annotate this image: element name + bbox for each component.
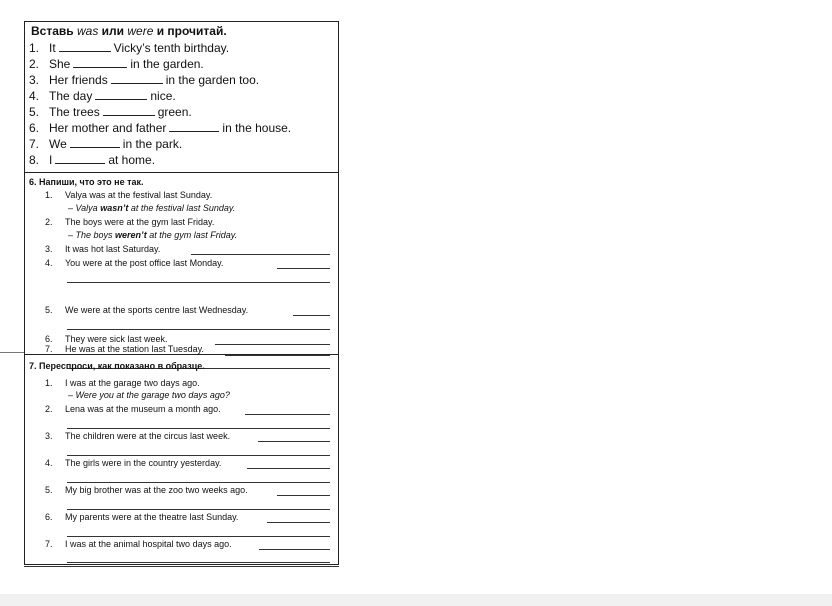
row-number: 8.	[29, 153, 40, 167]
exercise-6-title: 6. Напиши, что это не так.	[29, 177, 144, 187]
answer-line[interactable]	[67, 455, 330, 456]
answer-line[interactable]	[277, 495, 330, 496]
insert-row	[29, 56, 204, 72]
item-number: 6.	[45, 334, 53, 344]
item-number: 2.	[45, 217, 53, 227]
row-number: 1.	[29, 41, 40, 55]
row-after: in the garden too.	[165, 73, 260, 87]
item-number: 2.	[45, 404, 53, 414]
exercise-7-item	[45, 457, 221, 469]
page-edge-line	[0, 352, 25, 353]
row-number: 7.	[29, 137, 40, 151]
item-text: We were at the sports centre last Wednesday.	[65, 305, 249, 315]
answer-line[interactable]	[67, 329, 330, 330]
row-number: 6.	[29, 121, 40, 135]
insert-row	[29, 40, 229, 56]
answer-line[interactable]	[247, 468, 330, 469]
exercise-7	[25, 354, 338, 564]
item-number: 3.	[45, 431, 53, 441]
row-before: The day	[49, 89, 93, 103]
answer-line[interactable]	[245, 414, 330, 415]
row-number: 5.	[29, 105, 40, 119]
answer-line[interactable]	[67, 536, 330, 537]
item-number: 7.	[45, 344, 53, 354]
page-bottom-rule	[24, 566, 339, 567]
exercise-7-item	[45, 484, 248, 496]
item-number: 7.	[45, 539, 53, 549]
item-text: They were sick last week.	[65, 334, 168, 344]
answer-blank[interactable]	[103, 104, 155, 116]
answer-line[interactable]	[67, 509, 330, 510]
answer-line[interactable]	[293, 315, 330, 316]
item-text: I was at the animal hospital two days ago.	[65, 539, 232, 549]
item-number: 1.	[45, 190, 53, 200]
answer-line[interactable]	[267, 522, 330, 523]
answer-blank[interactable]	[59, 40, 111, 52]
insert-row	[29, 152, 155, 168]
item-text: The girls were in the country yesterday.	[65, 458, 222, 468]
row-before: Her mother and father	[49, 121, 167, 135]
row-before: Her friends	[49, 73, 108, 87]
example-part: at the gym last Friday.	[146, 230, 238, 240]
item-text: You were at the post office last Monday.	[65, 258, 224, 268]
answer-blank[interactable]	[55, 152, 105, 164]
item-text: Lena was at the museum a month ago.	[65, 404, 221, 414]
exercise-7-example: – Were you at the garage two days ago?	[68, 390, 230, 400]
item-number: 4.	[45, 458, 53, 468]
exercise-insert	[25, 22, 338, 171]
example-emphasis: weren’t	[115, 230, 147, 240]
answer-line[interactable]	[259, 549, 330, 550]
item-text: Valya was at the festival last Sunday.	[65, 190, 213, 200]
insert-row	[29, 120, 291, 136]
exercise-6	[25, 172, 338, 354]
exercise-7-item	[45, 377, 200, 389]
exercise-7-item	[45, 430, 230, 442]
item-text: My big brother was at the zoo two weeks ago.	[65, 485, 248, 495]
row-number: 2.	[29, 57, 40, 71]
item-number: 1.	[45, 378, 53, 388]
answer-line[interactable]	[67, 562, 330, 563]
insert-row	[29, 72, 259, 88]
row-after: in the garden.	[130, 57, 204, 71]
insert-row	[29, 136, 182, 152]
title-part: Вставь	[31, 24, 77, 38]
item-number: 5.	[45, 485, 53, 495]
item-number: 4.	[45, 258, 53, 268]
row-after: in the house.	[222, 121, 292, 135]
exercise-6-item	[45, 243, 160, 255]
exercise-6-item	[45, 257, 223, 269]
item-text: He was at the station last Tuesday.	[65, 344, 204, 354]
item-text: The children were at the circus last week.	[65, 431, 231, 441]
worksheet	[24, 21, 339, 565]
answer-blank[interactable]	[73, 56, 127, 68]
row-after: green.	[157, 105, 192, 119]
example-part: – Valya	[68, 203, 101, 213]
answer-line[interactable]	[258, 441, 330, 442]
row-number: 3.	[29, 73, 40, 87]
exercise-6-item	[45, 189, 212, 201]
exercise-7-item	[45, 538, 232, 550]
insert-row	[29, 88, 176, 104]
row-after: nice.	[150, 89, 176, 103]
row-before: She	[49, 57, 71, 71]
exercise-6-item	[45, 304, 248, 316]
exercise-insert-title	[31, 24, 227, 38]
row-after: Vicky’s tenth birthday.	[113, 41, 230, 55]
exercise-7-item	[45, 511, 238, 523]
exercise-6-example-2	[68, 230, 237, 240]
answer-blank[interactable]	[111, 72, 163, 84]
item-text: I was at the garage two days ago.	[65, 378, 200, 388]
answer-line[interactable]	[215, 344, 330, 345]
answer-line[interactable]	[67, 282, 330, 283]
answer-blank[interactable]	[95, 88, 147, 100]
answer-line[interactable]	[67, 482, 330, 483]
row-after: in the park.	[122, 137, 183, 151]
answer-line[interactable]	[67, 428, 330, 429]
row-before: I	[49, 153, 53, 167]
row-before: We	[49, 137, 67, 151]
example-part: at the festival last Sunday.	[128, 203, 236, 213]
exercise-7-title: 7. Переспроси, как показано в образце.	[29, 361, 205, 371]
answer-line[interactable]	[191, 254, 330, 255]
row-before: The trees	[49, 105, 100, 119]
item-number: 6.	[45, 512, 53, 522]
row-before: It	[49, 41, 56, 55]
item-text: My parents were at the theatre last Sunday.	[65, 512, 239, 522]
item-text: It was hot last Saturday.	[65, 244, 161, 254]
item-number: 3.	[45, 244, 53, 254]
insert-row	[29, 104, 192, 120]
title-were: were	[127, 24, 154, 38]
exercise-6-example-1	[68, 203, 235, 213]
exercise-7-item	[45, 403, 221, 415]
exercise-6-item	[45, 216, 214, 228]
item-number: 5.	[45, 305, 53, 315]
answer-blank[interactable]	[169, 120, 219, 132]
row-after: at home.	[108, 153, 156, 167]
title-was: was	[76, 24, 99, 38]
answer-blank[interactable]	[70, 136, 120, 148]
answer-line[interactable]	[277, 268, 330, 269]
example-part: – The boys	[68, 230, 116, 240]
row-number: 4.	[29, 89, 40, 103]
title-part: или	[98, 24, 128, 38]
title-part: и прочитай.	[153, 24, 227, 38]
item-text: The boys were at the gym last Friday.	[65, 217, 215, 227]
example-emphasis: wasn’t	[100, 203, 129, 213]
